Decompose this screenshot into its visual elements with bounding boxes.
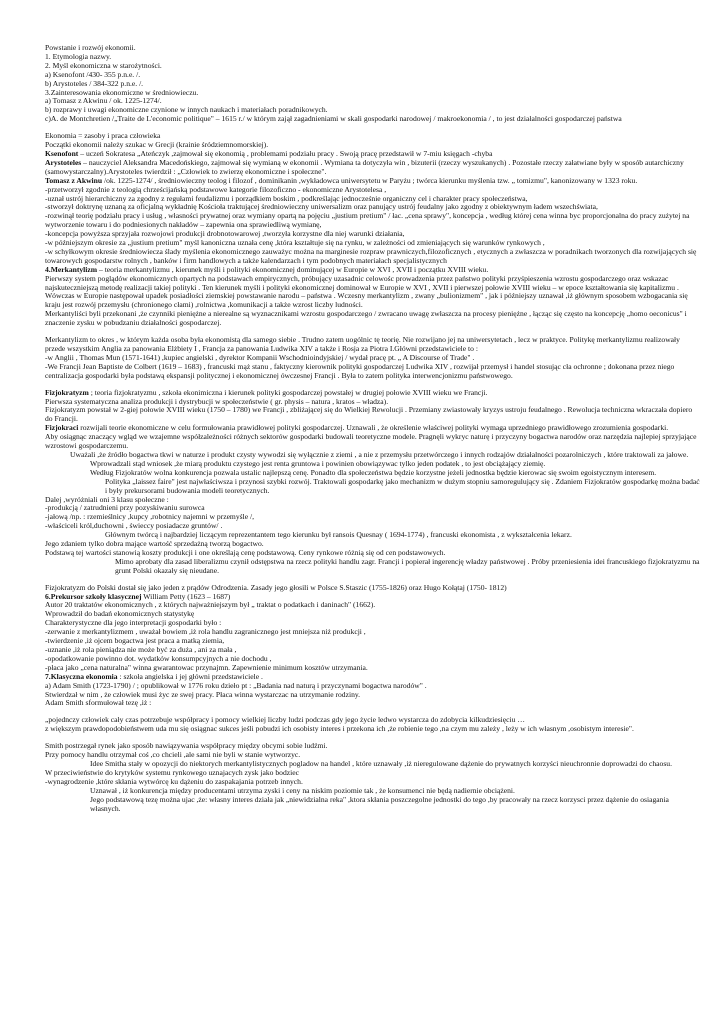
line-text: Stwierdzał w nim , że człowiek musi życ ze swej pracy. Płaca winna wystarczac na utrzymanie rodziny.	[45, 689, 361, 699]
line-text: Fizjokratyzm do Polski dostał się jako jeden z prądów Odrodzenia. Zasady jego głosili w Polsce S.Staszic (1755-1826) oraz Hugo Kołątaj (1750- 1812)	[45, 582, 507, 592]
line-text: a) Ksenofont /430- 355 p.n.e. /.	[45, 69, 141, 79]
line-text: Jego podstawową tezę można ujac ,że: własny interes działa jak „niewidzialna reka" ,ktora skłania poszczegolne jednostki do tego ,by pracowały na rzecz korzysci przez dążenie do osiagania własnych.	[90, 794, 669, 813]
text-line	[45, 62, 700, 71]
line-text: – teoria merkantylizmu , kierunek myśli i polityki ekonomicznej dominującej w Europie w XVI , XVII i początku XVIII wieku.	[97, 264, 489, 274]
line-text: Adam Smith sformułował tezę ,iż :	[45, 698, 152, 708]
text-line	[45, 725, 700, 734]
line-text: -produkcją / zatrudnieni przy pozyskiwaniu surowca	[45, 503, 205, 513]
line-text: Jego zdaniem tylko dobra mające wartość sprzedażną tworzą bogactwo.	[45, 539, 264, 549]
line-text: Pierwsza systematyczna analiza produkcji i dystrybucji w społeczeństwie ( gr. physis – natura , kratos – władza).	[45, 396, 389, 406]
text-line	[45, 558, 700, 576]
text-line	[45, 115, 700, 124]
line-text: Początki ekonomii należy szukac w Grecji (krainie śródziemnomorskiej).	[45, 140, 269, 150]
line-text: Pierwszy system poglądów ekonomicznych opartych na podstawach empirycznych, próbujący uzasadnic celowośc prowadzenia przez państwo polityki przyśpieszenia wzrostu gospodarczego oraz wskazac najskuteczniejszą metodę realizacji takiej polityki . Ten kierunek myśli i polityki ekonomicznej dominował w Europie w XVI , XVII i pierwszej połowie XVIII wieku – w epoce kształtowania się kapitalizmu . Wówczas w Europie następował upadek posiadłości ziemskiej powstawanie narodu – państwa . Wczesny merkantylizm , zwany „bulionizmem" , jak i późniejszy uznawał ,iż głównym sposobem wzbogacania się kraju jest rozwój przemysłu (chronionego cłami) ,rolnictwa ,komunikacji a także wzrost liczby ludności.	[45, 273, 688, 310]
line-text: Merkantyliści byli przekonani ,że czynniki pieniężne a nierealne są wyznacznikami wzrostu gospodarczego / zwracano uwagę zwłaszcza na procesy pieniężne , łącząc się często na koncepcję „homo oeconicus" i znaczenie zysku w pobudzaniu działalności gospodarczej.	[45, 309, 687, 328]
line-text: -właściceli król,duchowni , świeccy posiadacze gruntów/ .	[45, 521, 223, 531]
line-text: -w Anglii , Thomas Mun (1571-1641) ,kupiec angielski , dyrektor Kompanii Wschodnioindyjskiej / wydał pracę pt. „ A Discourse of Trade" .	[45, 352, 475, 362]
line-text: -zerwanie z merkantylizmem , uważał bowiem ,iż rola handlu zagranicznego jest mniejsza niż produkcji ,	[45, 627, 366, 637]
bold-term: 7.Klasyczna ekonomia	[45, 671, 118, 681]
line-text: b) Arystoteles / 384-322 p.n.e. /.	[45, 78, 144, 88]
text-line	[45, 406, 700, 424]
text-line	[45, 71, 700, 80]
line-text: z większym prawdopodobieństwem uda mu się osiągnac sukces jeśli pobudzi ich osobisty interes i przekona ich ,że robienie tego ,na czym mu zależy , leży w ich własnym ,osobistym interesie".	[45, 724, 634, 734]
line-text: Merkantylizm to okres , w którym każda osoba była ekonomistą dla samego siebie . Trudno zatem uogólnic tę teorię. Nie rozwijano jej na uniwersytetach , lecz w praktyce. Politykę merkantylizmu realizowały przede wszystkim Anglia za panowania Elżbiety I , Francja za panowania Ludwika XIV a także i Rosja za Piotra I.Główni przedstawiciele to :	[45, 335, 680, 353]
line-text: Charakterystyczne dla jego interpretacji gospodarki było :	[45, 618, 222, 628]
line-text: Ekonomia = zasoby i praca człowieka	[45, 131, 161, 141]
text-line	[45, 363, 700, 381]
line-text: -wynagrodzenie ,które skłania wytwórcę ku dążeniu do zaspakajania potrzeb innych.	[45, 776, 303, 786]
line-text: -uznanie ,iż rola pieniądza nie może być za duża , ani za mała ,	[45, 645, 237, 654]
line-text: -przetworzył zgodnie z teologią chrześcijańską podstawowe kategorie filozoficzno - ekonomiczne Arystotelesa ,	[45, 184, 387, 194]
line-text: a) Tomasz z Akwinu / ok. 1225-1274/.	[45, 96, 162, 106]
line-text: Autor 20 traktatów ekonomicznych , z których najważniejszym był „ traktat o podatkach i daninach" (1662).	[45, 600, 376, 610]
line-text: 1. Etymologia nazwy.	[45, 51, 112, 61]
line-text: 2. Myśl ekonomiczna w starożytności.	[45, 60, 162, 70]
line-text: Fizjokratyzm powstał w 2-giej połowie XVIII wieku (1750 – 1780) we Francji , zbliżającej się do Wielkiej Rewolucji . Przemiany zwiastowały kryzys ustroju feudalnego . Rewolucja techniczna wkraczała dopiero do Francji.	[45, 405, 693, 424]
line-text: William Petty (1623 – 1687)	[141, 591, 231, 601]
line-text: ; teoria fizjokratyzmu , szkoła ekonimiczna i kierunek polityki gospodarczej powstałej w drugiej połowie XVIII wieku we Francji.	[88, 387, 488, 397]
bold-term: Arystoteles	[45, 157, 82, 167]
line-text: /ok. 1225-1274/ , średniowieczny teolog i filozof , dominikanin ,wykładowca uniwersytetu w Paryżu ; twórca kierunku myślenia tzw. „ tomizmu", kanonizowany w 1323 roku.	[102, 175, 638, 185]
line-text: Według Fizjokratów wolna konkurencja pozwala ustalic najlepszą cenę. Ponadto dla społeczeństwa będzie korzystne jeżeli jednostka będzie kierowac się swoim egoistycznym interesem.	[90, 467, 657, 477]
line-text: -We Francji Jean Baptiste de Colbert (1619 – 1683) , francuski mąż stanu , faktyczny kierownik polityki gospodarczej Ludwika XIV , rozwijał przemysł i handel stosując cła ochronne ; dokonana przez niego centralizacja gospodarki była podstawą ekspansji politycznej i ekonomicznej ówczesnej Francji . Była to zatem polityka interwencjonizmu państwowego.	[45, 361, 675, 380]
text-line	[45, 310, 700, 328]
line-text: -w schyłkowym okresie średniowiecza ślady myślenia ekonomicznego zauważyc można na marginesie rozpraw prawniczych,filozoficznych , etycznych a zwłaszcza w poradnikach tworzonych dla rozwijających się towarowych gospodarstw rolnych , banków i firm handlowych a także kalendarzach i tym podobnych materiałach specjalistycznych	[45, 246, 697, 265]
line-text: -jałową /np. : rzemieślnicy ,kupcy ,robotnicy najemni w przemyśle /,	[45, 512, 254, 522]
line-text: b) rozprawy i uwagi ekonomiczne czynione w innych naukach i materiałach poradnikowych.	[45, 105, 328, 115]
line-text: -stworzył doktrynę uznaną za oficjalną wykładnię Kościoła traktującej średniowieczny uniwersalizm oraz panujący ustrój feudalny jako zgodny z obiektywnym ładem wszechświata,	[45, 202, 598, 212]
line-text: -rozwinął teorię podziału pracy i usług , własności prywatnej oraz wymiany opartą na pojęciu „justium pretium" / łac. „cena sprawy", koncepcja , według której cena winna byc proporcjonalna do pracy zużytej na wytworzenie towaru i do podniesionych nakładów – zapewnia ona sprawiedliwą wymianę,	[45, 211, 690, 230]
line-text: – uczeń Sokratesa „Ateńczyk ,zajmował się ekonomią , problemami podziału pracy . Swoją pracę przedstawił w 7-miu księgach -chyba	[78, 148, 493, 158]
text-line	[45, 336, 700, 354]
line-text: rozwijali teorie ekonomiczne w celu formułowania prawidłowej polityki gospodarczej. Uznawali , że określenie właściwej polityki wymaga uprzedniego prawidłowego zrozumienia gospodarki.	[78, 423, 669, 433]
line-text: -opodatkowanie powinno dot. wydatków konsumpcyjnych a nie dochodu ,	[45, 653, 272, 663]
bold-term: Fizjokratyzm	[45, 387, 89, 397]
line-text: -płaca jako „cena naturalna" winna gwarantowac przynajmn. Zapewnienie minimum kosztów utrzymania.	[45, 662, 368, 672]
line-text: Głównym twórcą i najbardziej liczącym reprezentantem tego kierunku był ransois Quesnay ( 1694-1774) , francuski ekonomista , z wykształcenia lekarz.	[105, 530, 572, 540]
text-line	[45, 248, 700, 266]
text-line	[45, 212, 700, 230]
bold-term: 6.Prekursor szkoły klasycznej	[45, 591, 142, 601]
line-text: : szkoła angielska i jej główni przedstawiciele .	[117, 671, 263, 681]
line-text: 3.Zainteresowania ekonomiczne w średniowieczu.	[45, 87, 199, 97]
line-text: Podstawą tej wartości stanowią koszty produkcji i one określają cenę podstawową. Ceny rynkowe różnią się od cen podstawowych.	[45, 547, 446, 557]
line-text: Uważali ,że źródło bogactwa tkwi w naturze i produkt czysty wywodzi się wyłącznie z ziemi , a nie z przemysłu przetwórczego i innych rodzajów działalności pozarolniczych , które traktowali za jałowe.	[70, 449, 689, 459]
line-text: Wprowadzali stąd wniosek ,że miarą produktu czystego jest renta gruntowa i powinien obowiązywac tylko jeden podatek , to jest obciążający ziemię.	[90, 458, 546, 468]
document-page	[45, 44, 700, 813]
text-line	[45, 796, 700, 814]
line-text: c)A. de Montchretien /„Traite de L'economic politique" – 1615 r./ w którym zajął zagadnieniami w skali gospodarki narodowej / makroekonomia / , to jest działalności gospodarczej państwa	[45, 114, 622, 124]
text-line	[45, 159, 700, 177]
line-text: Przy pomocy handlu otrzymał coś ,co chcieli ,ale sami nie byli w stanie wytworzyc.	[45, 750, 301, 760]
line-text: Uznawał , iż konkurencja między producentami utrzyma zyski i ceny na niskim poziomie tak , że konsumenci nie będą nadiernie obciążeni.	[90, 785, 515, 795]
text-line	[45, 699, 700, 708]
line-text: Mimo aprobaty dla zasad liberalizmu czynił odstępstwa na rzecz polityki handlu zagr. Francji i popierał ingerencję władzy państwowej . Próby przeniesienia idei francuskiego fizjokratyzmu na grunt Polski okazały się nieudane.	[115, 556, 700, 575]
line-text: a) Adam Smith (1723-1790) / ; opublikował w 1776 roku dzieło pt : „Badania nad naturą i przyczynami bogactwa narodów" .	[45, 680, 427, 690]
text-line	[45, 275, 700, 311]
text-line	[45, 478, 700, 496]
bold-term: Ksenofont	[45, 148, 79, 158]
line-text: -twierdzenie ,iż ojcem bogactwa jest praca a matką ziemia,	[45, 636, 225, 646]
bold-term: Tomasz z Akwinu	[45, 175, 103, 185]
line-text: -w późniejszym okresie za „justium pretium" myśl kanoniczna uznała cenę ,która kształtuje się na rynku, w zależności od zmieniających się warunków rynkowych ,	[45, 238, 545, 248]
line-text: -koncepcja powyższa sprzyjała rozwojowi produkcji drobnotowarowej ,tworzyła korzystne dla niej warunki działania,	[45, 229, 405, 239]
line-text: „pojednczy człowiek cały czas potrzebuje współpracy i pomocy wielkiej liczby ludzi podczas gdy jego życie ledwo wystarcza do zdobycia kilkudziesięciu …	[45, 715, 525, 725]
line-text: Smith postrzegał rynek jako sposób nawiązywania współpracy między obcymi sobie ludźmi.	[45, 741, 328, 751]
text-line	[45, 433, 700, 451]
line-text: Idee Smitha stały w opozycji do niektorych merkantylistycznych pogladow na handel , które uznawały ,iż nieregulowane dążenie do prywatnych korzyści nieuchronnie doprowadzi do chaosu.	[90, 758, 673, 768]
line-text: W przeciwieństwie do krytyków systemu rynkowego uznajacych zysk jako bodziec	[45, 767, 299, 777]
line-text: Polityka „laissez faire" jest najwłaściwsza i przynosi szybki rozwój. Traktowali gospodarkę jako mechanizm w dużym stopniu samoregulujący się . Zdaniem Fizjokratów gospodarkę można badać i były prekursorami budowania modeli teoretycznych.	[105, 476, 700, 495]
line-text: Dalej ,wyróżniali oni 3 klasu społeczne :	[45, 494, 169, 504]
line-text: -uznał ustrój hierarchiczny za zgodny z regułami feudalizmu i porządkiem boskim , podkreślając jednocześnie organiczny cel i charakter pracy społeczeństwa,	[45, 193, 528, 203]
line-text: Aby osiągnąc znaczący wgląd we wzajemne współzależności różnych sektorów gospodarki budowali teoretyczne modele. Pragnęli wykryc naturę i przyczyny bogactwa narodów oraz narzędzia najlepiej sprzyjające wzrostowi gospodarczemu.	[45, 432, 697, 451]
text-line	[45, 44, 700, 53]
line-text: Wprowadził do badań ekonomicznych statystykę	[45, 609, 195, 619]
line-text: – nauczyciel Aleksandra Macedońskiego, zajmował się wymianą w ekonomii . Wymiana ta dotyczyła win , bizuterii (rzeczy wyszukanych) . Pozostałe rzeczy załatwiane były w sposób autarchiczny (samowystarczalny).Arystoteles twierdził : „Człowiek to zwierzę ekonomiczne i społeczne".	[45, 157, 684, 176]
bold-term: 4.Merkantylizm	[45, 264, 98, 274]
line-text: Powstanie i rozwój ekonomii.	[45, 43, 136, 52]
bold-term: Fizjokraci	[45, 423, 79, 433]
